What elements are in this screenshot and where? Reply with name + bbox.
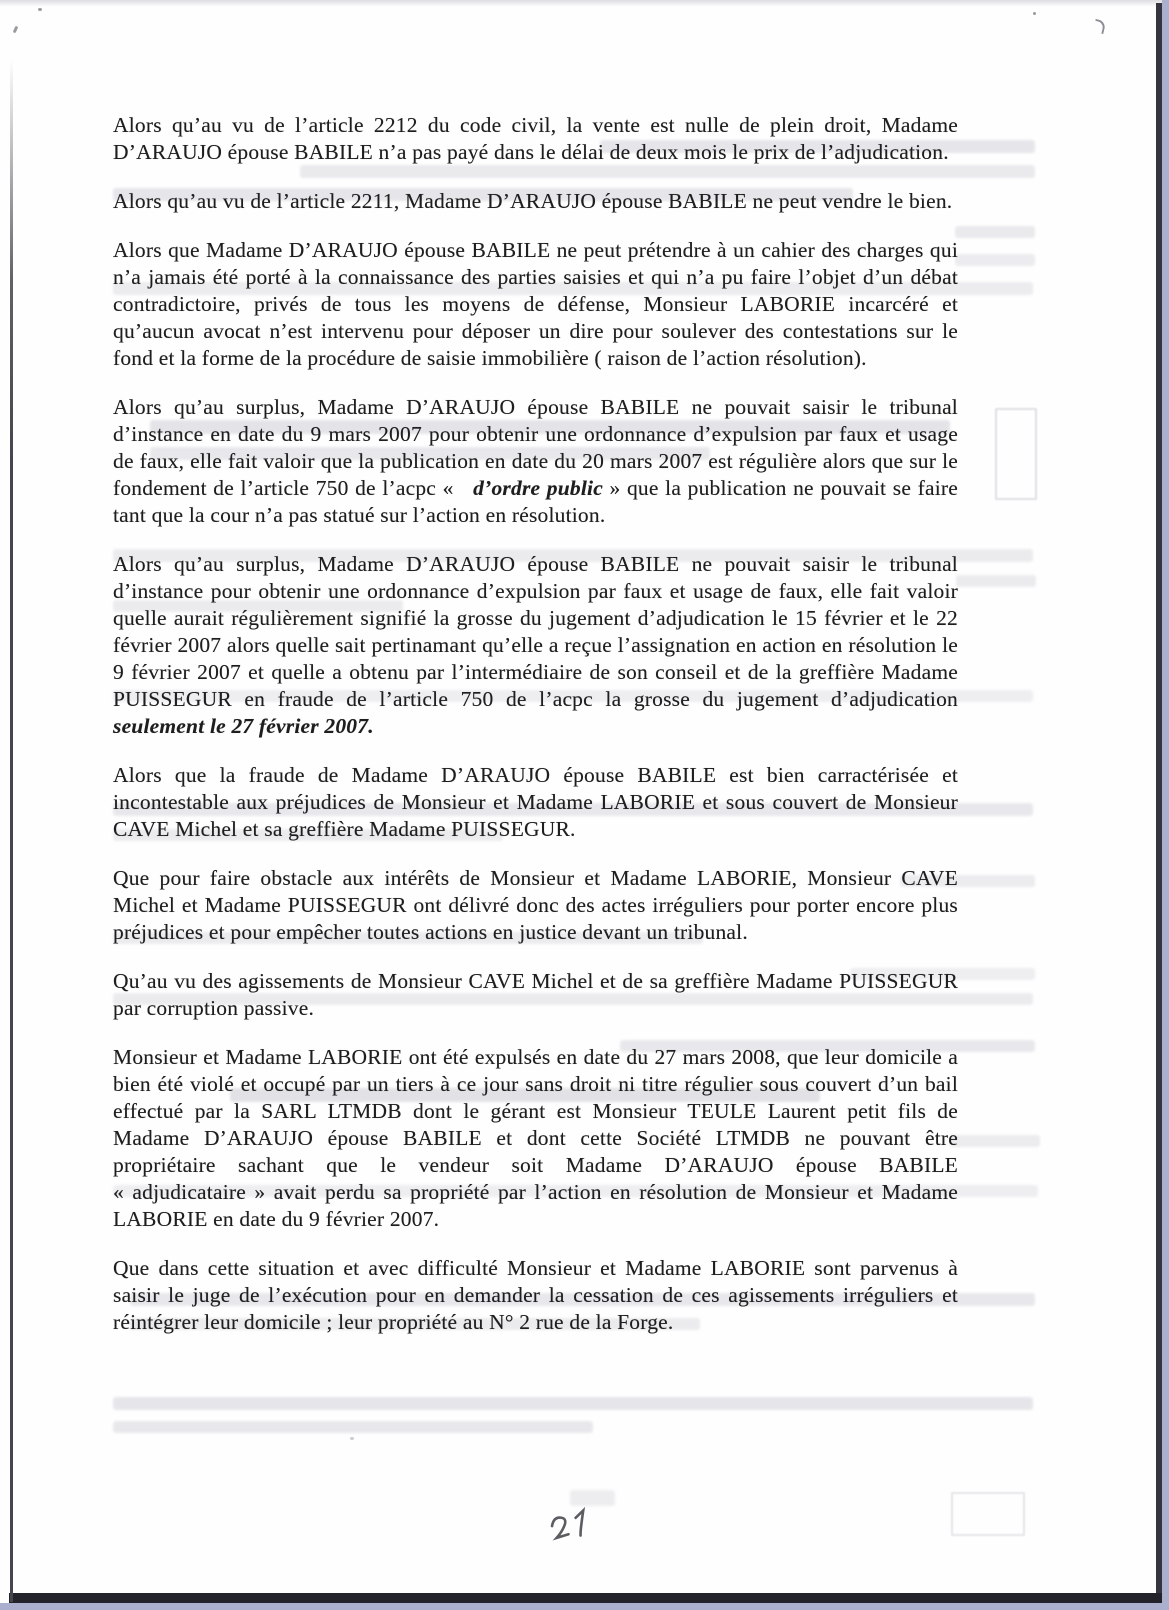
bleed-through-line [113,1421,593,1433]
body-text: Alors qu’au vu de l’article 2211, Madame D’ARAUJO épouse BABILE ne peut vendre le bien. [113,189,953,213]
bleed-through-line [950,1135,1040,1147]
emphasized-text: d’ordre public [473,476,603,500]
scan-edge-right-outer [1162,0,1169,1610]
scan-edge-right-border [1156,3,1162,1602]
body-text: Alors que la fraude de Madame D’ARAUJO épouse BABILE est bien carractérisée et incontestable aux préjudices de Monsieur et Madame LABORIE et sous couvert de Monsieur CAVE Michel et sa greffière Madame PUISSEGUR. [113,763,958,841]
scan-speck [1033,12,1036,15]
scan-edge-bottom-outer [0,1603,1169,1610]
body-text: Qu’au vu des agissements de Monsieur CAVE Michel et de sa greffière Madame PUISSEGUR par corruption passive. [113,969,958,1020]
scan-edge-top [0,0,1169,7]
scan-speck [1093,19,1107,34]
paragraph [113,237,958,372]
document-body [113,112,958,1358]
body-text: Que dans cette situation et avec difficulté Monsieur et Madame LABORIE sont parvenus à saisir le juge de l’exécution pour en demander la cessation de ces agissements irréguliers et réintégrer leur domicile ; leur propriété au N° 2 rue de la Forge. [113,1256,958,1334]
body-text: Que pour faire obstacle aux intérêts de Monsieur et Madame LABORIE, Monsieur CAVE Michel et Madame PUISSEGUR ont délivré donc des actes irréguliers pour porter encore plus préjudices et pour empêcher toutes actions en justice devant un tribunal. [113,866,958,944]
emphasized-text: seulement le 27 février 2007. [113,714,374,738]
paragraph [113,551,958,740]
paragraph [113,968,958,1022]
paragraph [113,394,958,529]
scan-edge-left-border [10,60,13,1602]
body-text: Alors qu’au vu de l’article 2212 du code civil, la vente est nulle de plein droit, Madame D’ARAUJO épouse BABILE n’a pas payé dans le délai de deux mois le prix de l’adjudication. [113,113,958,164]
paragraph [113,762,958,843]
handwritten-page-number [538,1498,608,1553]
scan-speck [38,8,42,11]
body-text: Alors qu’au surplus, Madame D’ARAUJO épouse BABILE ne pouvait saisir le tribunal d’instance pour obtenir une ordonnance d’expulsion par faux et usage de faux, elle fait valoir quelle aurait régulièrement signifié la grosse du jugement d’adjudication le 15 février et le 22 février 2007 alors quelle sait pertinamant qu’elle a reçue l’assignation en action en résolution le 9 février 2007 et quelle a obtenu par l’intermédiaire de son conseil et de la greffière Madame PUISSEGUR en fraude de l’article 750 de l’acpc la grosse du jugement d’adjudication [113,552,958,711]
bleed-through-line [955,254,1035,266]
scan-speck [350,1437,354,1440]
body-text: Alors qu’au surplus, Madame D’ARAUJO épouse BABILE ne pouvait saisir le tribunal d’instance en date du 9 mars 2007 pour obtenir une ordonnance d’expulsion par faux et usage de faux, elle fait valoir que la publication en date du 20 mars 2007 est régulière alors que sur le fondement de l’article 750 de l’acpc « [113,395,958,500]
bleed-through-box [951,1492,1025,1536]
paragraph [113,865,958,946]
bleed-through-line [955,226,1035,238]
body-text: Alors que Madame D’ARAUJO épouse BABILE ne peut prétendre à un cahier des charges qui n’a jamais été porté à la connaissance des parties saisies et qui n’a pu faire l’objet d’un débat contradictoire, privés de tous les moyens de défense, Monsieur LABORIE incarcéré et qu’aucun avocat n’est intervenu pour déposer un dire pour soulever des contestations sur le fond et la forme de la procédure de saisie immobilière ( raison de l’action résolution). [113,238,958,370]
bleed-through-box [995,408,1037,500]
bleed-through-line [113,1397,1033,1410]
body-text: » que la publication ne pouvait se faire tant que la cour n’a pas statué sur l’action en résolution. [113,476,958,527]
paragraph [113,1255,958,1336]
bleed-through-line [956,575,1036,587]
handwritten-21-strokes [538,1498,608,1553]
body-text: Monsieur et Madame LABORIE ont été expulsés en date du 27 mars 2008, que leur domicile a bien été violé et occupé par un tiers à ce jour sans droit ni titre régulier sous couvert d’un bail effectué par la SARL LTMDB dont le gérant est Monsieur TEULE Laurent petit fils de Madame D’ARAUJO épouse BABILE et dont cette Société LTMDB ne pouvant être propriétaire sachant que le vendeur soit Madame D’ARAUJO épouse BABILE « adjudicataire » avait perdu sa propriété par l’action en résolution de Monsieur et Madame LABORIE en date du 9 février 2007. [113,1045,958,1231]
scan-edge-bottom-border [9,1593,1162,1603]
scan-speck [13,26,19,34]
paragraph [113,188,958,215]
paragraph [113,112,958,166]
paragraph [113,1044,958,1233]
